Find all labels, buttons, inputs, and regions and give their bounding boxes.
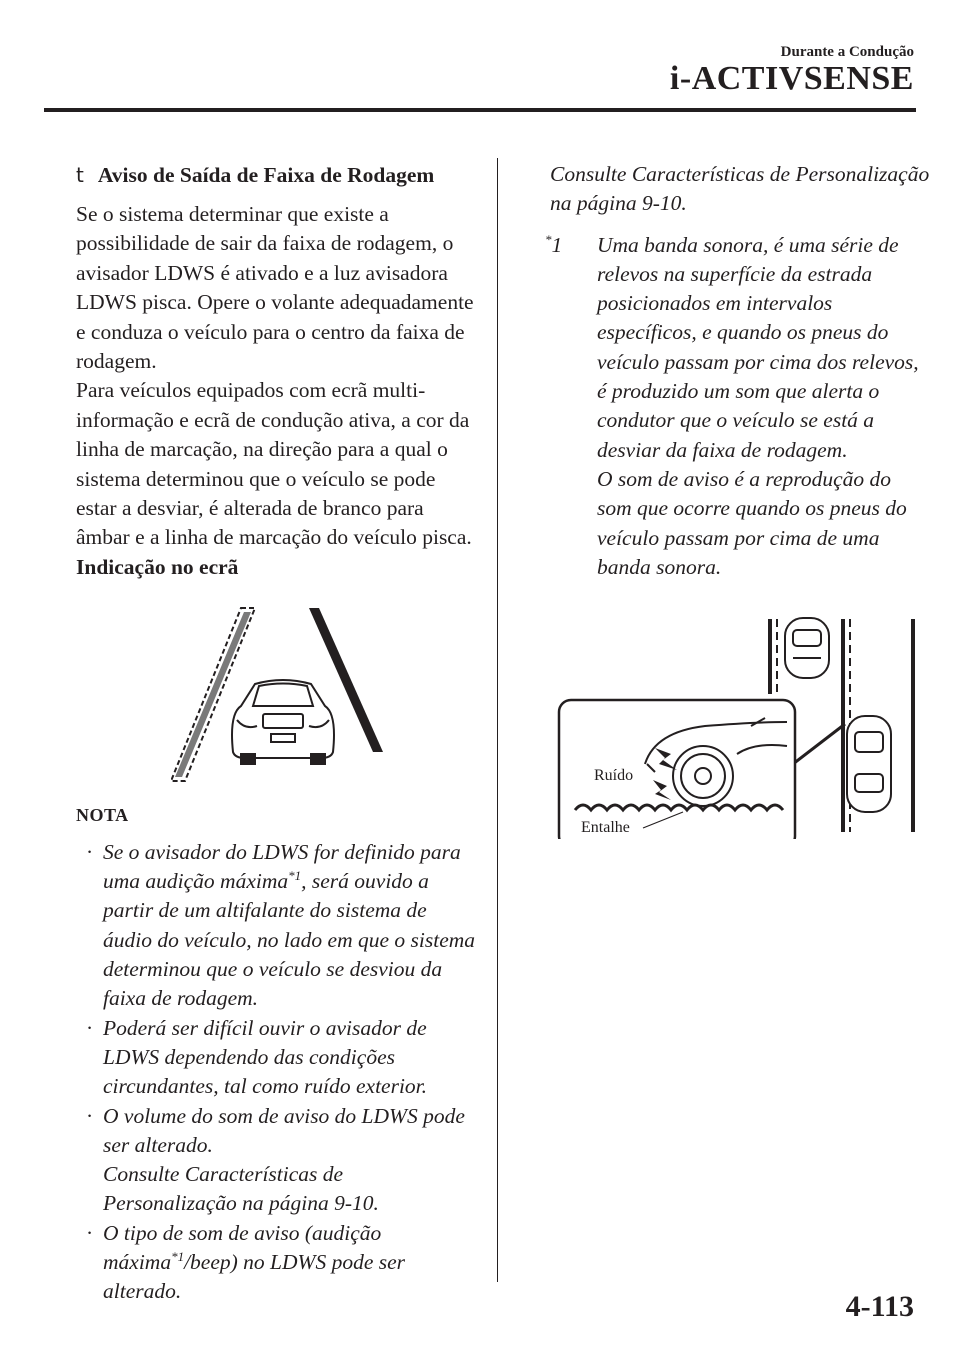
continuation-text: Consulte Características de Personalização na página 9-10. — [550, 162, 930, 216]
header-rule — [44, 108, 916, 112]
note-item — [76, 1014, 476, 1102]
note-text: O tipo de som de aviso (audição máxima — [103, 1220, 382, 1275]
left-column — [76, 160, 476, 1307]
note-text: , será ouvido a partir de um altifalante do sistema de áudio do veículo, no lado em que o sistema determinou que o veículo se desviou da faixa de rodagem. — [103, 869, 476, 1011]
header-chapter-title: i-ACTIVSENSE — [669, 60, 914, 97]
section-heading — [76, 160, 476, 190]
section-heading-text: Aviso de Saída de Faixa de Rodagem — [97, 163, 435, 187]
display-lane-departure-figure — [171, 602, 396, 787]
paragraph-1: Se o sistema determinar que existe a possibilidade de sair da faixa de rodagem, o avisador LDWS é ativado e a luz avisadora LDWS pisca. Opere o volante adequadamente e conduza o veículo para o centro da faixa de rodagem. — [76, 202, 474, 374]
footnote — [545, 231, 930, 583]
footnote-ref: *1 — [171, 1248, 185, 1264]
note-item — [76, 1102, 476, 1219]
footnote-text: Uma banda sonora, é uma série de relevos na superfície da estrada posicionados em intervalos específicos, e quando os pneus do veículo passam por cima dos relevos, é produzido um som que alerta o condutor que o veículo se está a desviar da faixa de rodagem. — [597, 232, 919, 462]
header-section-label: Durante a Condução — [780, 44, 914, 60]
bullet-icon: · — [86, 1015, 94, 1040]
nota-label: NOTA — [76, 804, 129, 825]
heading-marker-icon: t — [76, 163, 84, 187]
noise-label: Ruído — [594, 767, 634, 784]
notch-label: Entalhe — [581, 819, 630, 836]
note-text: Poderá ser difícil ouvir o avisador de LDWS dependendo das condições circundantes, tal como ruído exterior. — [103, 1015, 428, 1099]
footnote-number: 1 — [551, 232, 563, 257]
note-text: /beep) no LDWS pode ser alterado. — [103, 1250, 406, 1304]
notes-list — [76, 838, 476, 1307]
note-text: O volume do som de aviso do LDWS pode ser alterado. — [103, 1103, 465, 1157]
car-on-strip-icon — [847, 716, 891, 812]
note-text: Consulte Características de Personalização na página 9-10. — [103, 1162, 379, 1216]
page-number: 4-113 — [845, 1290, 914, 1323]
bullet-icon: · — [86, 1103, 94, 1128]
note-text: Se o avisador do LDWS for definido para uma audição máxima — [103, 839, 461, 894]
paragraph-2: Para veículos equipados com ecrã multi-informação e ecrã de condução ativa, a cor da linha de marcação, na direção para a qual o sistema determinou que o veículo se pode estar a desviar, é alterada de branco para âmbar e a linha de marcação do veículo pisca. — [76, 378, 472, 550]
note-item — [76, 838, 476, 1014]
bullet-icon: · — [86, 839, 94, 864]
bullet-icon: · — [86, 1220, 94, 1245]
display-subheading: Indicação no ecrã — [76, 554, 239, 579]
footnote-mark — [545, 231, 562, 260]
footnote-asterisk: * — [545, 231, 552, 247]
rumble-strip-figure — [555, 614, 925, 839]
car-rear-icon — [232, 680, 334, 764]
note-item — [76, 1219, 476, 1307]
car-top-icon — [785, 618, 829, 678]
right-column — [545, 160, 930, 582]
column-divider — [497, 158, 498, 1282]
footnote-text-2: O som de aviso é a reprodução do som que ocorre quando os pneus do veículo passam por cima de uma banda sonora. — [597, 466, 907, 579]
footnote-ref: *1 — [288, 868, 302, 884]
